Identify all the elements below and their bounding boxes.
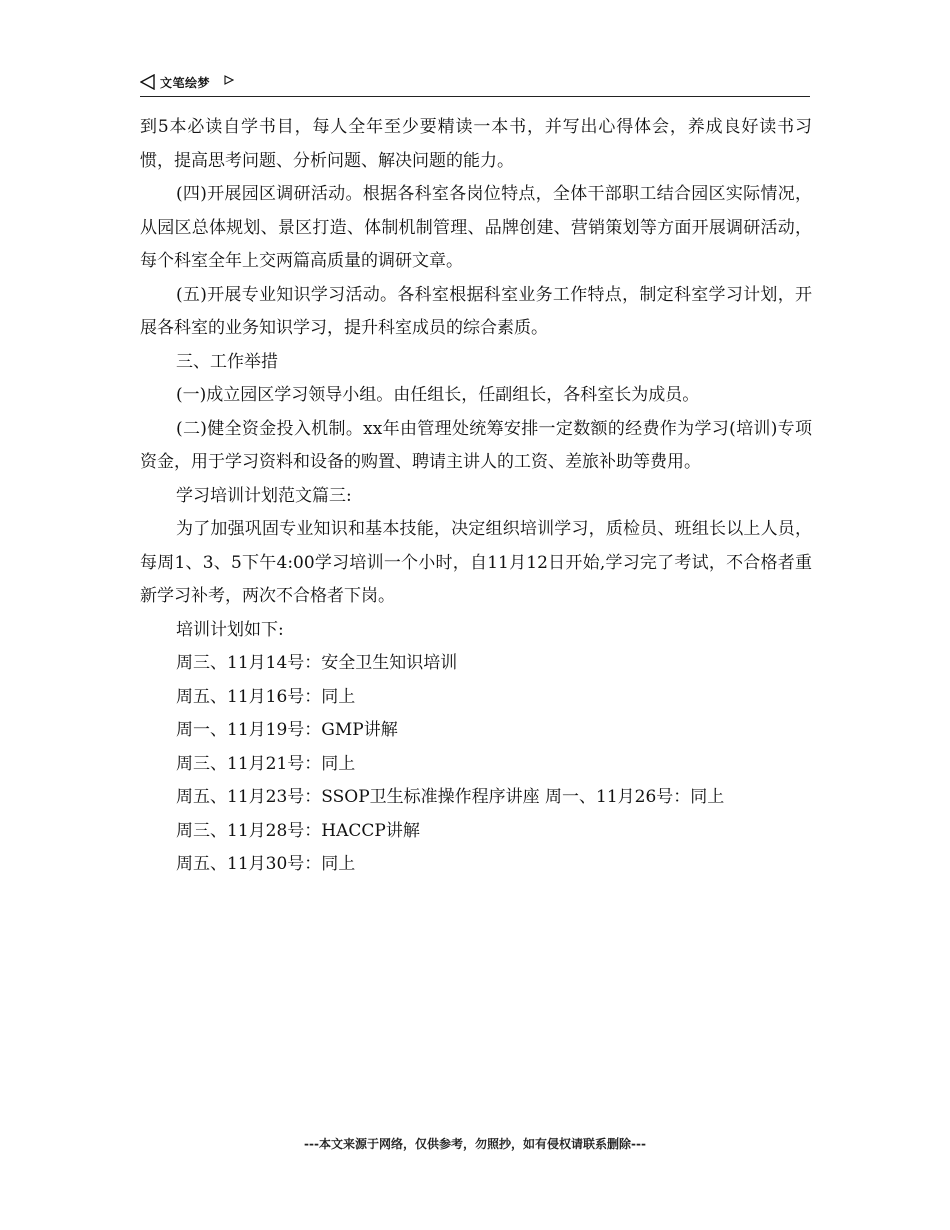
section-heading: 三、工作举措 <box>176 351 278 372</box>
paragraph: (四)开展园区调研活动。根据各科室各岗位特点，全体干部职工结合园区实际情况，从园区总体规划、景区打造、体制机制管理、品牌创建、营销策划等方面开展调研活动，每个科室全年上交两篇高质量的调研文章。 <box>140 184 812 271</box>
schedule-item: 周三、11月28号：HACCP讲解 <box>176 820 420 841</box>
document-body <box>140 111 812 882</box>
paragraph: 为了加强巩固专业知识和基本技能，决定组织培训学习，质检员、班组长以上人员，每周1、3、5下午4:00学习培训一个小时，自11月12日开始,学习完了考试，不合格者重新学习补考，两次不合格者下岗。 <box>140 519 812 606</box>
schedule-item: 周一、11月19号：GMP讲解 <box>176 720 398 740</box>
paragraph: (二)健全资金投入机制。xx年由管理处统筹安排一定数额的经费作为学习(培训)专项资金，用于学习资料和设备的购置、聘请主讲人的工资、差旅补助等费用。 <box>140 418 812 472</box>
triangle-left-icon <box>140 74 156 90</box>
paragraph: 培训计划如下: <box>176 619 284 640</box>
paragraph: (一)成立园区学习领导小组。由任组长，任副组长，各科室长为成员。 <box>176 385 700 405</box>
page-header <box>140 70 810 97</box>
schedule-item: 周五、11月23号：SSOP卫生标准操作程序讲座 周一、11月26号：同上 <box>176 787 725 807</box>
schedule-item: 周五、11月16号：同上 <box>176 686 356 707</box>
header-title: 文笔绘梦 <box>160 76 211 90</box>
schedule-item: 周五、11月30号：同上 <box>176 854 356 874</box>
page-footer: ---本文来源于网络，仅供参考，勿照抄，如有侵权请联系删除--- <box>304 1137 646 1151</box>
schedule-item: 周三、11月14号：安全卫生知识培训 <box>176 653 458 673</box>
paragraph: (五)开展专业知识学习活动。各科室根据科室业务工作特点，制定科室学习计划，开展各科室的业务知识学习，提升科室成员的综合素质。 <box>140 284 812 338</box>
triangle-right-icon <box>224 75 234 85</box>
schedule-item: 周三、11月21号：同上 <box>176 753 356 774</box>
paragraph: 到5本必读自学书目，每人全年至少要精读一本书，并写出心得体会，养成良好读书习惯，提高思考问题、分析问题、解决问题的能力。 <box>140 117 812 171</box>
section-heading: 学习培训计划范文篇三: <box>176 485 352 506</box>
